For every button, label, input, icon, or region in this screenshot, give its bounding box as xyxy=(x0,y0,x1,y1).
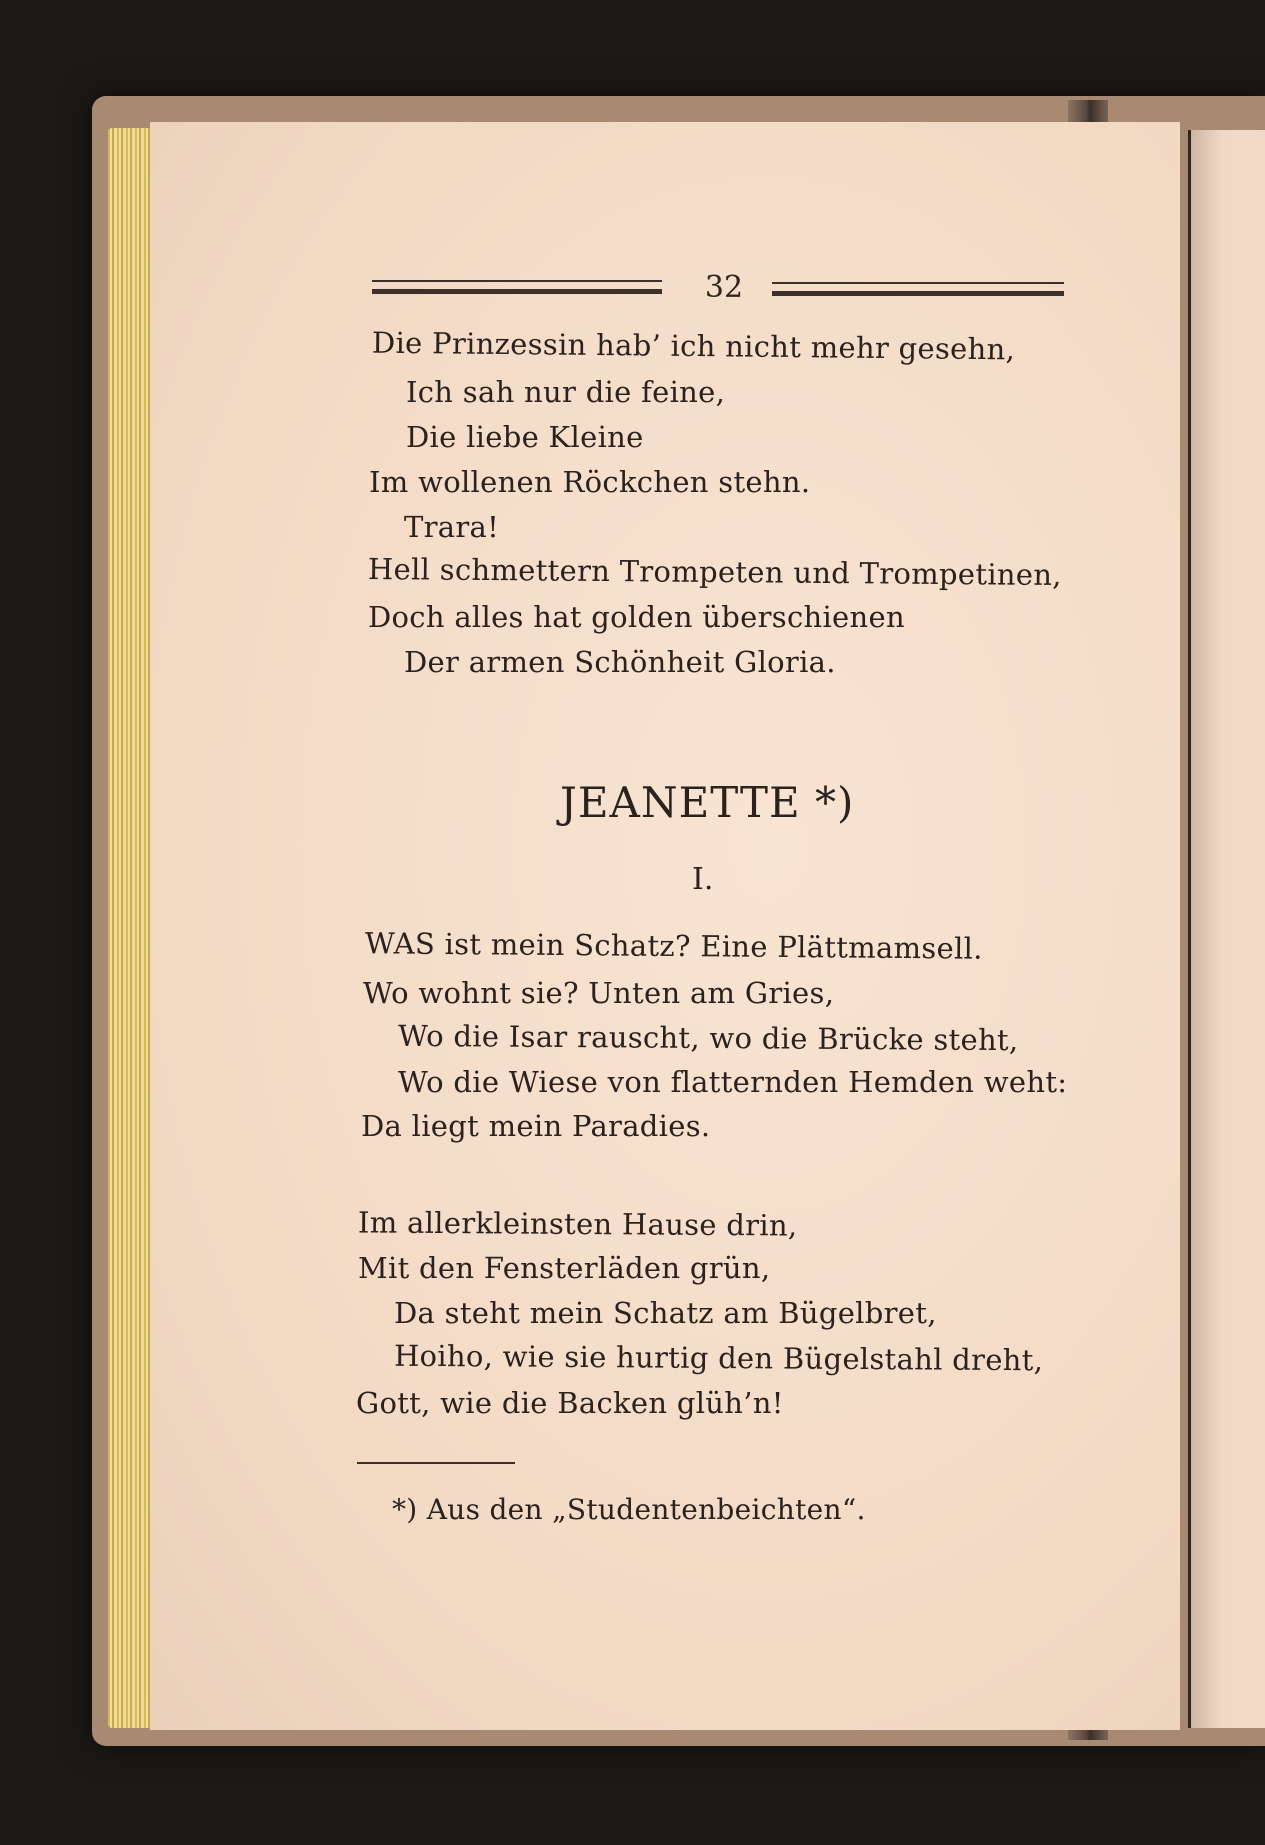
stanza-line: Da liegt mein Paradies. xyxy=(361,1109,711,1143)
facing-page-edge xyxy=(1188,130,1265,1728)
stanza-line: Da steht mein Schatz am Bügelbret, xyxy=(394,1296,937,1330)
stanza-line: Hoiho, wie sie hurtig den Bügelstahl dreht, xyxy=(393,1338,1044,1378)
poem-line: Ich sah nur die feine, xyxy=(406,375,726,409)
header-rule-left xyxy=(372,280,662,294)
poem-line: Doch alles hat golden überschienen xyxy=(368,600,905,634)
stanza-line: Wo die Wiese von flatternden Hemden weht: xyxy=(398,1065,1068,1099)
poem-line: Hell schmettern Trompeten und Trompetinen, xyxy=(367,551,1062,593)
footnote: *) Aus den „Studentenbeichten“. xyxy=(392,1493,866,1526)
page-header xyxy=(372,270,1064,310)
poem-line: Im wollenen Röckchen stehn. xyxy=(369,465,811,499)
poem-line: Trara! xyxy=(404,510,500,544)
stanza-line: WAS ist mein Schatz? Eine Plättmamsell. xyxy=(364,926,983,966)
stanza-line: Mit den Fensterläden grün, xyxy=(358,1251,771,1285)
poem-title: JEANETTE *) xyxy=(560,778,855,827)
header-rule-right xyxy=(772,282,1064,296)
footnote-rule xyxy=(357,1462,515,1464)
stanza-line: Gott, wie die Backen glüh’n! xyxy=(356,1386,784,1420)
page-edges xyxy=(108,128,152,1728)
stanza-line: Wo wohnt sie? Unten am Gries, xyxy=(363,976,835,1010)
stanza-line: Wo die Isar rauscht, wo die Brücke steht, xyxy=(397,1018,1019,1058)
poem-line: Die Prinzessin hab’ ich nicht mehr gesehn, xyxy=(371,325,1016,367)
poem-line: Der armen Schönheit Gloria. xyxy=(404,645,836,679)
poem-line: Die liebe Kleine xyxy=(406,420,644,454)
stanza-line: Im allerkleinsten Hause drin, xyxy=(357,1205,798,1243)
page-number: 32 xyxy=(704,270,744,305)
section-number: I. xyxy=(692,862,714,897)
